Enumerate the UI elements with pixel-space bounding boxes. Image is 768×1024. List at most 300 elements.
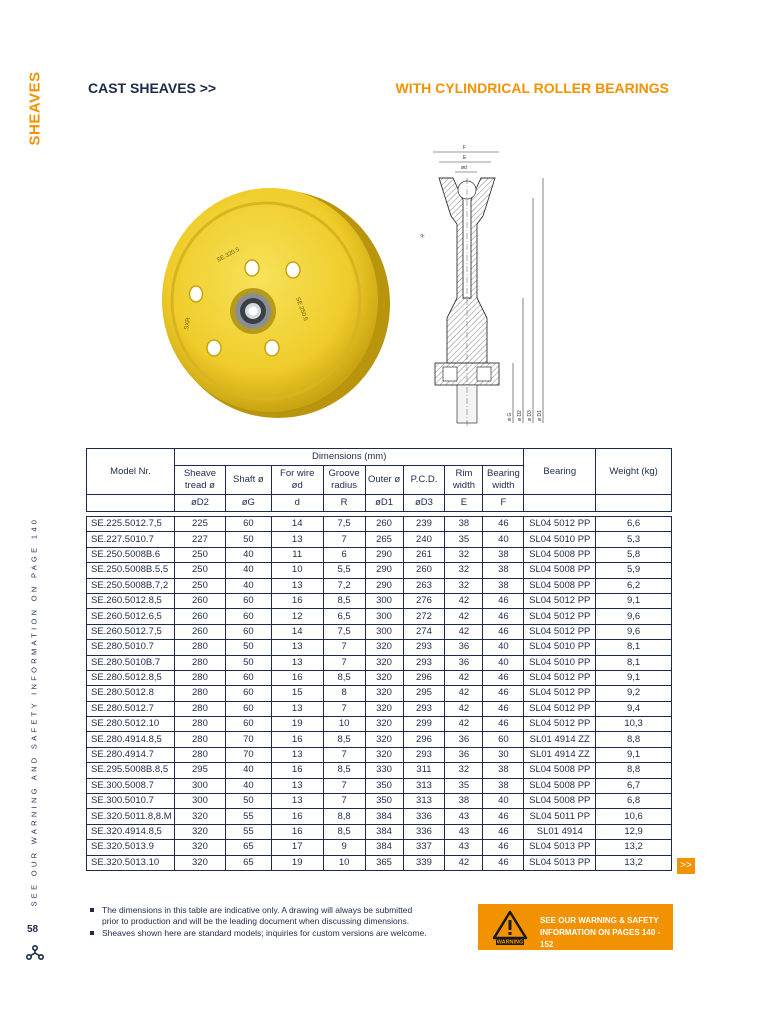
table-cell: 16 bbox=[271, 670, 323, 685]
table-cell: 9,6 bbox=[596, 609, 672, 624]
table-cell: 46 bbox=[483, 686, 524, 701]
header-column: P.C.D. bbox=[403, 466, 445, 495]
table-cell: 272 bbox=[403, 609, 445, 624]
table-cell: 350 bbox=[365, 778, 403, 793]
casting-mark-text-2: SE.250.5 bbox=[294, 296, 309, 322]
table-cell: 36 bbox=[445, 640, 483, 655]
table-cell: 17 bbox=[271, 840, 323, 855]
table-cell: 46 bbox=[483, 717, 524, 732]
table-cell: 38 bbox=[483, 547, 524, 562]
table-cell: 60 bbox=[225, 593, 271, 608]
table-cell: 10 bbox=[323, 855, 365, 870]
table-cell: 8 bbox=[323, 686, 365, 701]
table-cell: SL01 4914 ZZ bbox=[524, 747, 596, 762]
table-cell: 320 bbox=[174, 840, 225, 855]
dim-label-r: R bbox=[419, 232, 427, 239]
table-cell: 293 bbox=[403, 655, 445, 670]
dim-label-d: ød bbox=[461, 165, 467, 171]
table-cell: 19 bbox=[271, 855, 323, 870]
table-cell: 365 bbox=[365, 855, 403, 870]
table-cell: 384 bbox=[365, 824, 403, 839]
table-cell: 46 bbox=[483, 824, 524, 839]
header-symbol-blank bbox=[524, 495, 596, 512]
model-number-cell: SE.300.5010.7 bbox=[87, 794, 175, 809]
table-cell: 60 bbox=[225, 517, 271, 532]
table-cell: 13 bbox=[271, 794, 323, 809]
table-cell: 320 bbox=[174, 855, 225, 870]
header-symbol: øD3 bbox=[403, 495, 445, 512]
table-cell: 16 bbox=[271, 593, 323, 608]
table-cell: SL04 5012 PP bbox=[524, 686, 596, 701]
table-cell: 8,1 bbox=[596, 655, 672, 670]
table-cell: 320 bbox=[174, 809, 225, 824]
table-cell: 250 bbox=[174, 578, 225, 593]
header-symbol: E bbox=[445, 495, 483, 512]
table-cell: 280 bbox=[174, 640, 225, 655]
table-cell: 60 bbox=[483, 732, 524, 747]
table-cell: 280 bbox=[174, 717, 225, 732]
table-cell: 265 bbox=[365, 532, 403, 547]
table-cell: 50 bbox=[225, 532, 271, 547]
table-cell: 260 bbox=[174, 609, 225, 624]
table-cell: 32 bbox=[445, 763, 483, 778]
table-cell: 13 bbox=[271, 655, 323, 670]
table-cell: 16 bbox=[271, 763, 323, 778]
model-number-cell: SE.280.5012.8,5 bbox=[87, 670, 175, 685]
table-cell: 16 bbox=[271, 824, 323, 839]
table-cell: 293 bbox=[403, 701, 445, 716]
warning-text-line-1: SEE OUR WARNING & SAFETY bbox=[540, 916, 659, 925]
footnotes bbox=[90, 905, 430, 940]
table-cell: 320 bbox=[365, 655, 403, 670]
table-cell: 32 bbox=[445, 578, 483, 593]
table-cell: 15 bbox=[271, 686, 323, 701]
table-cell: 290 bbox=[365, 547, 403, 562]
table-cell: 6,2 bbox=[596, 578, 672, 593]
warning-safety-box bbox=[478, 904, 673, 950]
table-cell: 46 bbox=[483, 517, 524, 532]
table-cell: 7,5 bbox=[323, 624, 365, 639]
table-cell: 7,5 bbox=[323, 517, 365, 532]
warning-icon bbox=[490, 910, 530, 946]
table-cell: 46 bbox=[483, 670, 524, 685]
warning-icon-label: WARNING bbox=[496, 939, 524, 946]
table-cell: SL04 5012 PP bbox=[524, 624, 596, 639]
table-cell: 38 bbox=[445, 517, 483, 532]
table-cell: 55 bbox=[225, 809, 271, 824]
page-subtitle: WITH CYLINDRICAL ROLLER BEARINGS bbox=[395, 80, 669, 96]
table-cell: 330 bbox=[365, 763, 403, 778]
header-symbol: d bbox=[271, 495, 323, 512]
table-cell: 320 bbox=[174, 824, 225, 839]
header-column: Shaft ø bbox=[225, 466, 271, 495]
table-cell: 10,6 bbox=[596, 809, 672, 824]
table-cell: 320 bbox=[365, 717, 403, 732]
table-cell: 250 bbox=[174, 547, 225, 562]
header-column: Bearing width bbox=[483, 466, 524, 495]
table-cell: 60 bbox=[225, 670, 271, 685]
table-cell: 13,2 bbox=[596, 840, 672, 855]
table-row bbox=[87, 547, 672, 562]
table-cell: 260 bbox=[403, 563, 445, 578]
side-section-title bbox=[20, 71, 50, 146]
table-cell: 40 bbox=[225, 578, 271, 593]
table-cell: SL04 5012 PP bbox=[524, 717, 596, 732]
table-cell: 70 bbox=[225, 732, 271, 747]
table-cell: 12,9 bbox=[596, 824, 672, 839]
table-cell: 276 bbox=[403, 593, 445, 608]
header-bearing: Bearing bbox=[524, 449, 596, 495]
table-row bbox=[87, 686, 672, 701]
table-cell: 7 bbox=[323, 640, 365, 655]
table-cell: 38 bbox=[483, 578, 524, 593]
table-cell: 70 bbox=[225, 747, 271, 762]
table-cell: 300 bbox=[365, 593, 403, 608]
table-cell: 9 bbox=[323, 840, 365, 855]
model-number-cell: SE.280.4914.7 bbox=[87, 747, 175, 762]
model-number-cell: SE.227.5010.7 bbox=[87, 532, 175, 547]
table-cell: 280 bbox=[174, 655, 225, 670]
table-cell: 336 bbox=[403, 824, 445, 839]
dim-label-d3: ø D3 bbox=[527, 410, 533, 421]
table-cell: 311 bbox=[403, 763, 445, 778]
side-safety-note-text: SEE OUR WARNING AND SAFETY INFORMATION ON PAGE 140 bbox=[29, 516, 39, 907]
header-symbol: øG bbox=[225, 495, 271, 512]
table-cell: 280 bbox=[174, 686, 225, 701]
table-cell: 42 bbox=[445, 717, 483, 732]
model-number-cell: SE.250.5008B.5,5 bbox=[87, 563, 175, 578]
table-cell: 313 bbox=[403, 794, 445, 809]
table-cell: 350 bbox=[365, 794, 403, 809]
table-cell: 42 bbox=[445, 624, 483, 639]
table-cell: 5,9 bbox=[596, 563, 672, 578]
table-cell: 50 bbox=[225, 794, 271, 809]
table-cell: 8,5 bbox=[323, 593, 365, 608]
table-cell: 320 bbox=[365, 701, 403, 716]
table-cell: 35 bbox=[445, 778, 483, 793]
table-cell: 300 bbox=[365, 609, 403, 624]
model-number-cell: SE.280.5010.7 bbox=[87, 640, 175, 655]
table-cell: 42 bbox=[445, 686, 483, 701]
dim-label-d1: ø D1 bbox=[537, 410, 543, 421]
table-cell: 7,2 bbox=[323, 578, 365, 593]
model-number-cell: SE.300.5008.7 bbox=[87, 778, 175, 793]
table-cell: 65 bbox=[225, 840, 271, 855]
table-cell: 60 bbox=[225, 609, 271, 624]
table-cell: 296 bbox=[403, 732, 445, 747]
table-cell: 280 bbox=[174, 701, 225, 716]
table-cell: 280 bbox=[174, 670, 225, 685]
table-cell: 280 bbox=[174, 747, 225, 762]
warning-text bbox=[540, 915, 670, 951]
table-cell: SL04 5008 PP bbox=[524, 794, 596, 809]
table-cell: 8,8 bbox=[596, 732, 672, 747]
table-row bbox=[87, 778, 672, 793]
table-row bbox=[87, 824, 672, 839]
table-cell: 42 bbox=[445, 670, 483, 685]
table-cell: 290 bbox=[365, 578, 403, 593]
table-cell: 10 bbox=[271, 563, 323, 578]
table-cell: 280 bbox=[174, 732, 225, 747]
table-cell: 7 bbox=[323, 655, 365, 670]
continue-arrow: >> bbox=[677, 858, 695, 874]
brand-logo-icon bbox=[25, 942, 45, 962]
table-cell: 60 bbox=[225, 717, 271, 732]
dim-label-f: F bbox=[463, 145, 467, 151]
table-cell: 240 bbox=[403, 532, 445, 547]
table-cell: 65 bbox=[225, 855, 271, 870]
table-cell: 10 bbox=[323, 717, 365, 732]
table-cell: SL01 4914 ZZ bbox=[524, 732, 596, 747]
table-cell: 36 bbox=[445, 747, 483, 762]
table-row bbox=[87, 640, 672, 655]
table-cell: 40 bbox=[483, 655, 524, 670]
table-cell: 260 bbox=[174, 624, 225, 639]
table-cell: 9,1 bbox=[596, 747, 672, 762]
table-cell: 320 bbox=[365, 670, 403, 685]
table-cell: 9,1 bbox=[596, 593, 672, 608]
table-cell: SL04 5008 PP bbox=[524, 547, 596, 562]
model-number-cell: SE.280.5012.10 bbox=[87, 717, 175, 732]
table-cell: 320 bbox=[365, 747, 403, 762]
table-cell: 12 bbox=[271, 609, 323, 624]
table-cell: 6,7 bbox=[596, 778, 672, 793]
table-cell: 295 bbox=[174, 763, 225, 778]
table-cell: 261 bbox=[403, 547, 445, 562]
table-cell: SL04 5008 PP bbox=[524, 778, 596, 793]
model-number-cell: SE.320.4914.8,5 bbox=[87, 824, 175, 839]
table-cell: 46 bbox=[483, 624, 524, 639]
table-cell: 5,8 bbox=[596, 547, 672, 562]
table-cell: SL04 5008 PP bbox=[524, 763, 596, 778]
table-row bbox=[87, 624, 672, 639]
table-cell: 13 bbox=[271, 747, 323, 762]
table-row bbox=[87, 747, 672, 762]
table-cell: 337 bbox=[403, 840, 445, 855]
table-cell: 13,2 bbox=[596, 855, 672, 870]
table-cell: 46 bbox=[483, 609, 524, 624]
table-cell: 8,1 bbox=[596, 640, 672, 655]
table-cell: 60 bbox=[225, 686, 271, 701]
table-cell: 9,1 bbox=[596, 670, 672, 685]
table-cell: 336 bbox=[403, 809, 445, 824]
table-cell: 14 bbox=[271, 624, 323, 639]
table-cell: 46 bbox=[483, 809, 524, 824]
table-cell: 384 bbox=[365, 840, 403, 855]
model-number-cell: SE.320.5013.9 bbox=[87, 840, 175, 855]
header-column: For wire ød bbox=[271, 466, 323, 495]
table-cell: SL04 5010 PP bbox=[524, 655, 596, 670]
table-cell: 8,5 bbox=[323, 824, 365, 839]
table-cell: SL04 5012 PP bbox=[524, 609, 596, 624]
table-cell: 42 bbox=[445, 609, 483, 624]
table-cell: 40 bbox=[225, 778, 271, 793]
table-cell: 7 bbox=[323, 778, 365, 793]
table-cell: 16 bbox=[271, 732, 323, 747]
table-cell: 320 bbox=[365, 686, 403, 701]
table-cell: 299 bbox=[403, 717, 445, 732]
table-cell: 50 bbox=[225, 640, 271, 655]
table-cell: 227 bbox=[174, 532, 225, 547]
table-cell: 225 bbox=[174, 517, 225, 532]
table-cell: SL04 5008 PP bbox=[524, 578, 596, 593]
table-cell: 50 bbox=[225, 655, 271, 670]
model-number-cell: SE.280.5012.7 bbox=[87, 701, 175, 716]
header-column: Groove radius bbox=[323, 466, 365, 495]
table-cell: 7 bbox=[323, 532, 365, 547]
table-cell: SL04 5012 PP bbox=[524, 517, 596, 532]
table-cell: 10,3 bbox=[596, 717, 672, 732]
footnote-item: Sheaves shown here are standard models; inquiries for custom versions are welcome. bbox=[90, 928, 430, 939]
model-number-cell: SE.280.4914.8,5 bbox=[87, 732, 175, 747]
table-row bbox=[87, 517, 672, 532]
table-cell: 300 bbox=[174, 794, 225, 809]
model-number-cell: SE.250.5008B.6 bbox=[87, 547, 175, 562]
table-cell: 40 bbox=[483, 532, 524, 547]
table-cell: 36 bbox=[445, 655, 483, 670]
table-row bbox=[87, 809, 672, 824]
side-safety-note bbox=[24, 516, 44, 912]
table-row bbox=[87, 732, 672, 747]
page-title: CAST SHEAVES >> bbox=[88, 80, 217, 96]
model-number-cell: SE.280.5012.8 bbox=[87, 686, 175, 701]
table-cell: SL04 5013 PP bbox=[524, 840, 596, 855]
table-cell: 8,8 bbox=[596, 763, 672, 778]
table-cell: 14 bbox=[271, 517, 323, 532]
table-cell: 274 bbox=[403, 624, 445, 639]
table-cell: SL04 5012 PP bbox=[524, 701, 596, 716]
table-cell: 43 bbox=[445, 809, 483, 824]
model-number-cell: SE.295.5008B.8,5 bbox=[87, 763, 175, 778]
table-row bbox=[87, 563, 672, 578]
model-number-cell: SE.260.5012.7,5 bbox=[87, 624, 175, 639]
table-cell: 296 bbox=[403, 670, 445, 685]
table-row bbox=[87, 855, 672, 870]
table-cell: 7 bbox=[323, 747, 365, 762]
table-cell: 19 bbox=[271, 717, 323, 732]
table-cell: 6,5 bbox=[323, 609, 365, 624]
table-cell: 8,8 bbox=[323, 809, 365, 824]
header-column: Outer ø bbox=[365, 466, 403, 495]
header-symbol-blank bbox=[596, 495, 672, 512]
table-row bbox=[87, 794, 672, 809]
casting-mark-text-3: SXR bbox=[184, 317, 193, 331]
table-cell: 35 bbox=[445, 532, 483, 547]
table-cell: 40 bbox=[225, 563, 271, 578]
side-section-title-text: SHEAVES bbox=[26, 71, 44, 146]
table-cell: 13 bbox=[271, 778, 323, 793]
dim-label-d2: ø D2 bbox=[517, 410, 523, 421]
table-cell: 8,5 bbox=[323, 763, 365, 778]
table-cell: 46 bbox=[483, 840, 524, 855]
footnote-item: The dimensions in this table are indicative only. A drawing will always be submitted prior to production and will be the leading document when discussing dimensions. bbox=[90, 905, 430, 927]
table-cell: 9,2 bbox=[596, 686, 672, 701]
table-cell: 260 bbox=[365, 517, 403, 532]
table-cell: 60 bbox=[225, 624, 271, 639]
page-number: 58 bbox=[27, 924, 39, 935]
table-cell: 295 bbox=[403, 686, 445, 701]
header-symbol: øD2 bbox=[174, 495, 225, 512]
table-cell: 320 bbox=[365, 732, 403, 747]
table-cell: 40 bbox=[225, 763, 271, 778]
header-symbol: F bbox=[483, 495, 524, 512]
dim-label-g: ø G bbox=[507, 412, 513, 421]
table-cell: 300 bbox=[174, 778, 225, 793]
table-cell: 13 bbox=[271, 532, 323, 547]
table-row bbox=[87, 840, 672, 855]
table-cell: 13 bbox=[271, 578, 323, 593]
table-row bbox=[87, 701, 672, 716]
table-cell: 38 bbox=[483, 778, 524, 793]
header-model: Model Nr. bbox=[87, 449, 175, 495]
table-cell: 293 bbox=[403, 747, 445, 762]
table-cell: 5,3 bbox=[596, 532, 672, 547]
table-row bbox=[87, 532, 672, 547]
table-cell: SL04 5013 PP bbox=[524, 855, 596, 870]
table-row bbox=[87, 670, 672, 685]
model-number-cell: SE.280.5010B.7 bbox=[87, 655, 175, 670]
model-number-cell: SE.225.5012.7,5 bbox=[87, 517, 175, 532]
table-cell: 38 bbox=[445, 794, 483, 809]
table-cell: SL04 5008 PP bbox=[524, 563, 596, 578]
header-symbol: øD1 bbox=[365, 495, 403, 512]
table-cell: 13 bbox=[271, 701, 323, 716]
header-weight: Weight (kg) bbox=[596, 449, 672, 495]
table-cell: 7 bbox=[323, 701, 365, 716]
warning-text-line-2: INFORMATION ON PAGES 140 - 152 bbox=[540, 928, 661, 949]
table-cell: 6,8 bbox=[596, 794, 672, 809]
model-number-cell: SE.250.5008B.7,2 bbox=[87, 578, 175, 593]
table-cell: 46 bbox=[483, 593, 524, 608]
table-cell: 300 bbox=[365, 624, 403, 639]
table-cell: 320 bbox=[365, 640, 403, 655]
table-row bbox=[87, 655, 672, 670]
table-row bbox=[87, 609, 672, 624]
model-number-cell: SE.320.5013.10 bbox=[87, 855, 175, 870]
table-cell: 313 bbox=[403, 778, 445, 793]
table-cell: 32 bbox=[445, 547, 483, 562]
table-cell: 42 bbox=[445, 855, 483, 870]
table-cell: 5,5 bbox=[323, 563, 365, 578]
table-cell: 42 bbox=[445, 701, 483, 716]
header-dimensions: Dimensions (mm) bbox=[174, 449, 523, 466]
table-cell: 8,5 bbox=[323, 732, 365, 747]
table-cell: 46 bbox=[483, 701, 524, 716]
table-cell: 32 bbox=[445, 563, 483, 578]
table-cell: 42 bbox=[445, 593, 483, 608]
table-cell: 9,4 bbox=[596, 701, 672, 716]
header-symbol: R bbox=[323, 495, 365, 512]
table-cell: 239 bbox=[403, 517, 445, 532]
table-cell: SL04 5012 PP bbox=[524, 670, 596, 685]
table-cell: 36 bbox=[445, 732, 483, 747]
table-cell: 38 bbox=[483, 563, 524, 578]
casting-mark-text: SE.320.5 bbox=[216, 246, 241, 264]
table-cell: 339 bbox=[403, 855, 445, 870]
table-cell: 7 bbox=[323, 794, 365, 809]
table-cell: 263 bbox=[403, 578, 445, 593]
table-cell: 6,6 bbox=[596, 517, 672, 532]
table-cell: SL01 4914 bbox=[524, 824, 596, 839]
model-number-cell: SE.260.5012.6,5 bbox=[87, 609, 175, 624]
table-cell: SL04 5011 PP bbox=[524, 809, 596, 824]
table-cell: 6 bbox=[323, 547, 365, 562]
header-column: Sheave tread ø bbox=[174, 466, 225, 495]
table-cell: 43 bbox=[445, 840, 483, 855]
table-cell: 40 bbox=[225, 547, 271, 562]
table-cell: 293 bbox=[403, 640, 445, 655]
table-cell: 11 bbox=[271, 547, 323, 562]
